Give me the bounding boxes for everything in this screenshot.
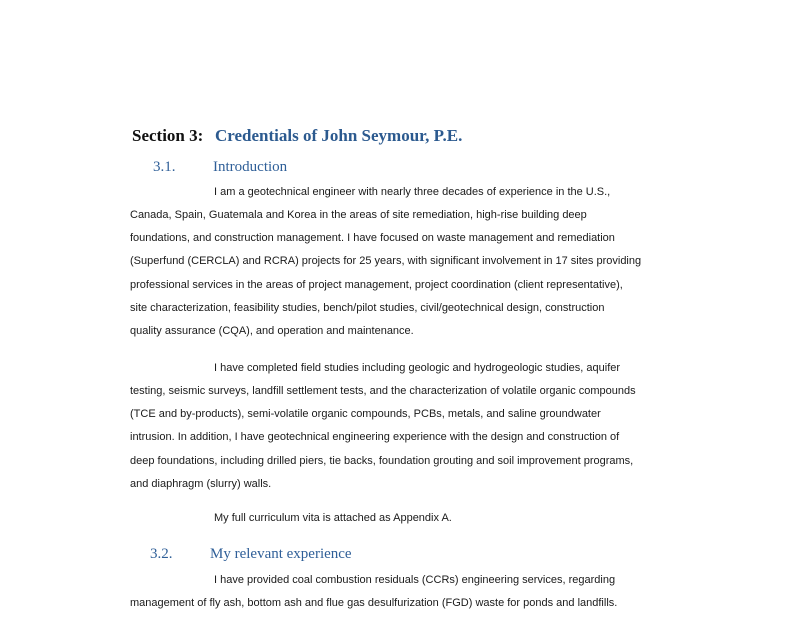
paragraph-line: deep foundations, including drilled piers, tie backs, foundation grouting and soil improvement programs,	[130, 454, 634, 467]
paragraph-line: intrusion. In addition, I have geotechnical engineering experience with the design and construction of	[130, 431, 620, 444]
paragraph-line: I have completed field studies including geologic and hydrogeologic studies, aquifer	[214, 361, 621, 374]
paragraph-experience-1	[130, 569, 678, 616]
paragraph-intro-3	[130, 507, 678, 530]
subsection-heading-3-2	[150, 546, 352, 563]
paragraph-line: quality assurance (CQA), and operation and maintenance.	[130, 325, 414, 338]
paragraph-line: Canada, Spain, Guatemala and Korea in the areas of site remediation, high-rise building deep	[130, 208, 587, 221]
paragraph-line: testing, seismic surveys, landfill settlement tests, and the characterization of volatile organic compounds	[130, 384, 636, 397]
paragraph-line: site characterization, feasibility studies, bench/pilot studies, civil/geotechnical design, construction	[130, 301, 605, 314]
subsection-title: My relevant experience	[210, 546, 352, 562]
paragraph-line: I am a geotechnical engineer with nearly three decades of experience in the U.S.,	[214, 185, 611, 198]
section-title: Credentials of John Seymour, P.E.	[215, 126, 463, 145]
subsection-heading-3-1	[153, 159, 287, 176]
section-heading	[132, 126, 462, 146]
paragraph-line: My full curriculum vita is attached as Appendix A.	[214, 511, 452, 524]
paragraph-intro-1	[130, 181, 678, 344]
paragraph-line: I have provided coal combustion residuals (CCRs) engineering services, regarding	[214, 573, 616, 586]
paragraph-line: (Superfund (CERCLA) and RCRA) projects for 25 years, with significant involvement in 17 sites providing	[130, 255, 642, 268]
paragraph-intro-2	[130, 357, 678, 497]
paragraph-line: professional services in the areas of project management, project coordination (client representative),	[130, 278, 623, 291]
section-number: Section 3:	[132, 126, 204, 145]
paragraph-line: and diaphragm (slurry) walls.	[130, 477, 272, 490]
subsection-number: 3.2.	[150, 546, 173, 562]
paragraph-line: (TCE and by-products), semi-volatile organic compounds, PCBs, metals, and saline groundwater	[130, 408, 601, 421]
paragraph-line: management of fly ash, bottom ash and flue gas desulfurization (FGD) waste for ponds and landfills.	[130, 596, 618, 609]
subsection-title: Introduction	[213, 159, 288, 175]
paragraph-line: foundations, and construction management. I have focused on waste management and remediation	[130, 232, 615, 245]
subsection-number: 3.1.	[153, 159, 176, 175]
